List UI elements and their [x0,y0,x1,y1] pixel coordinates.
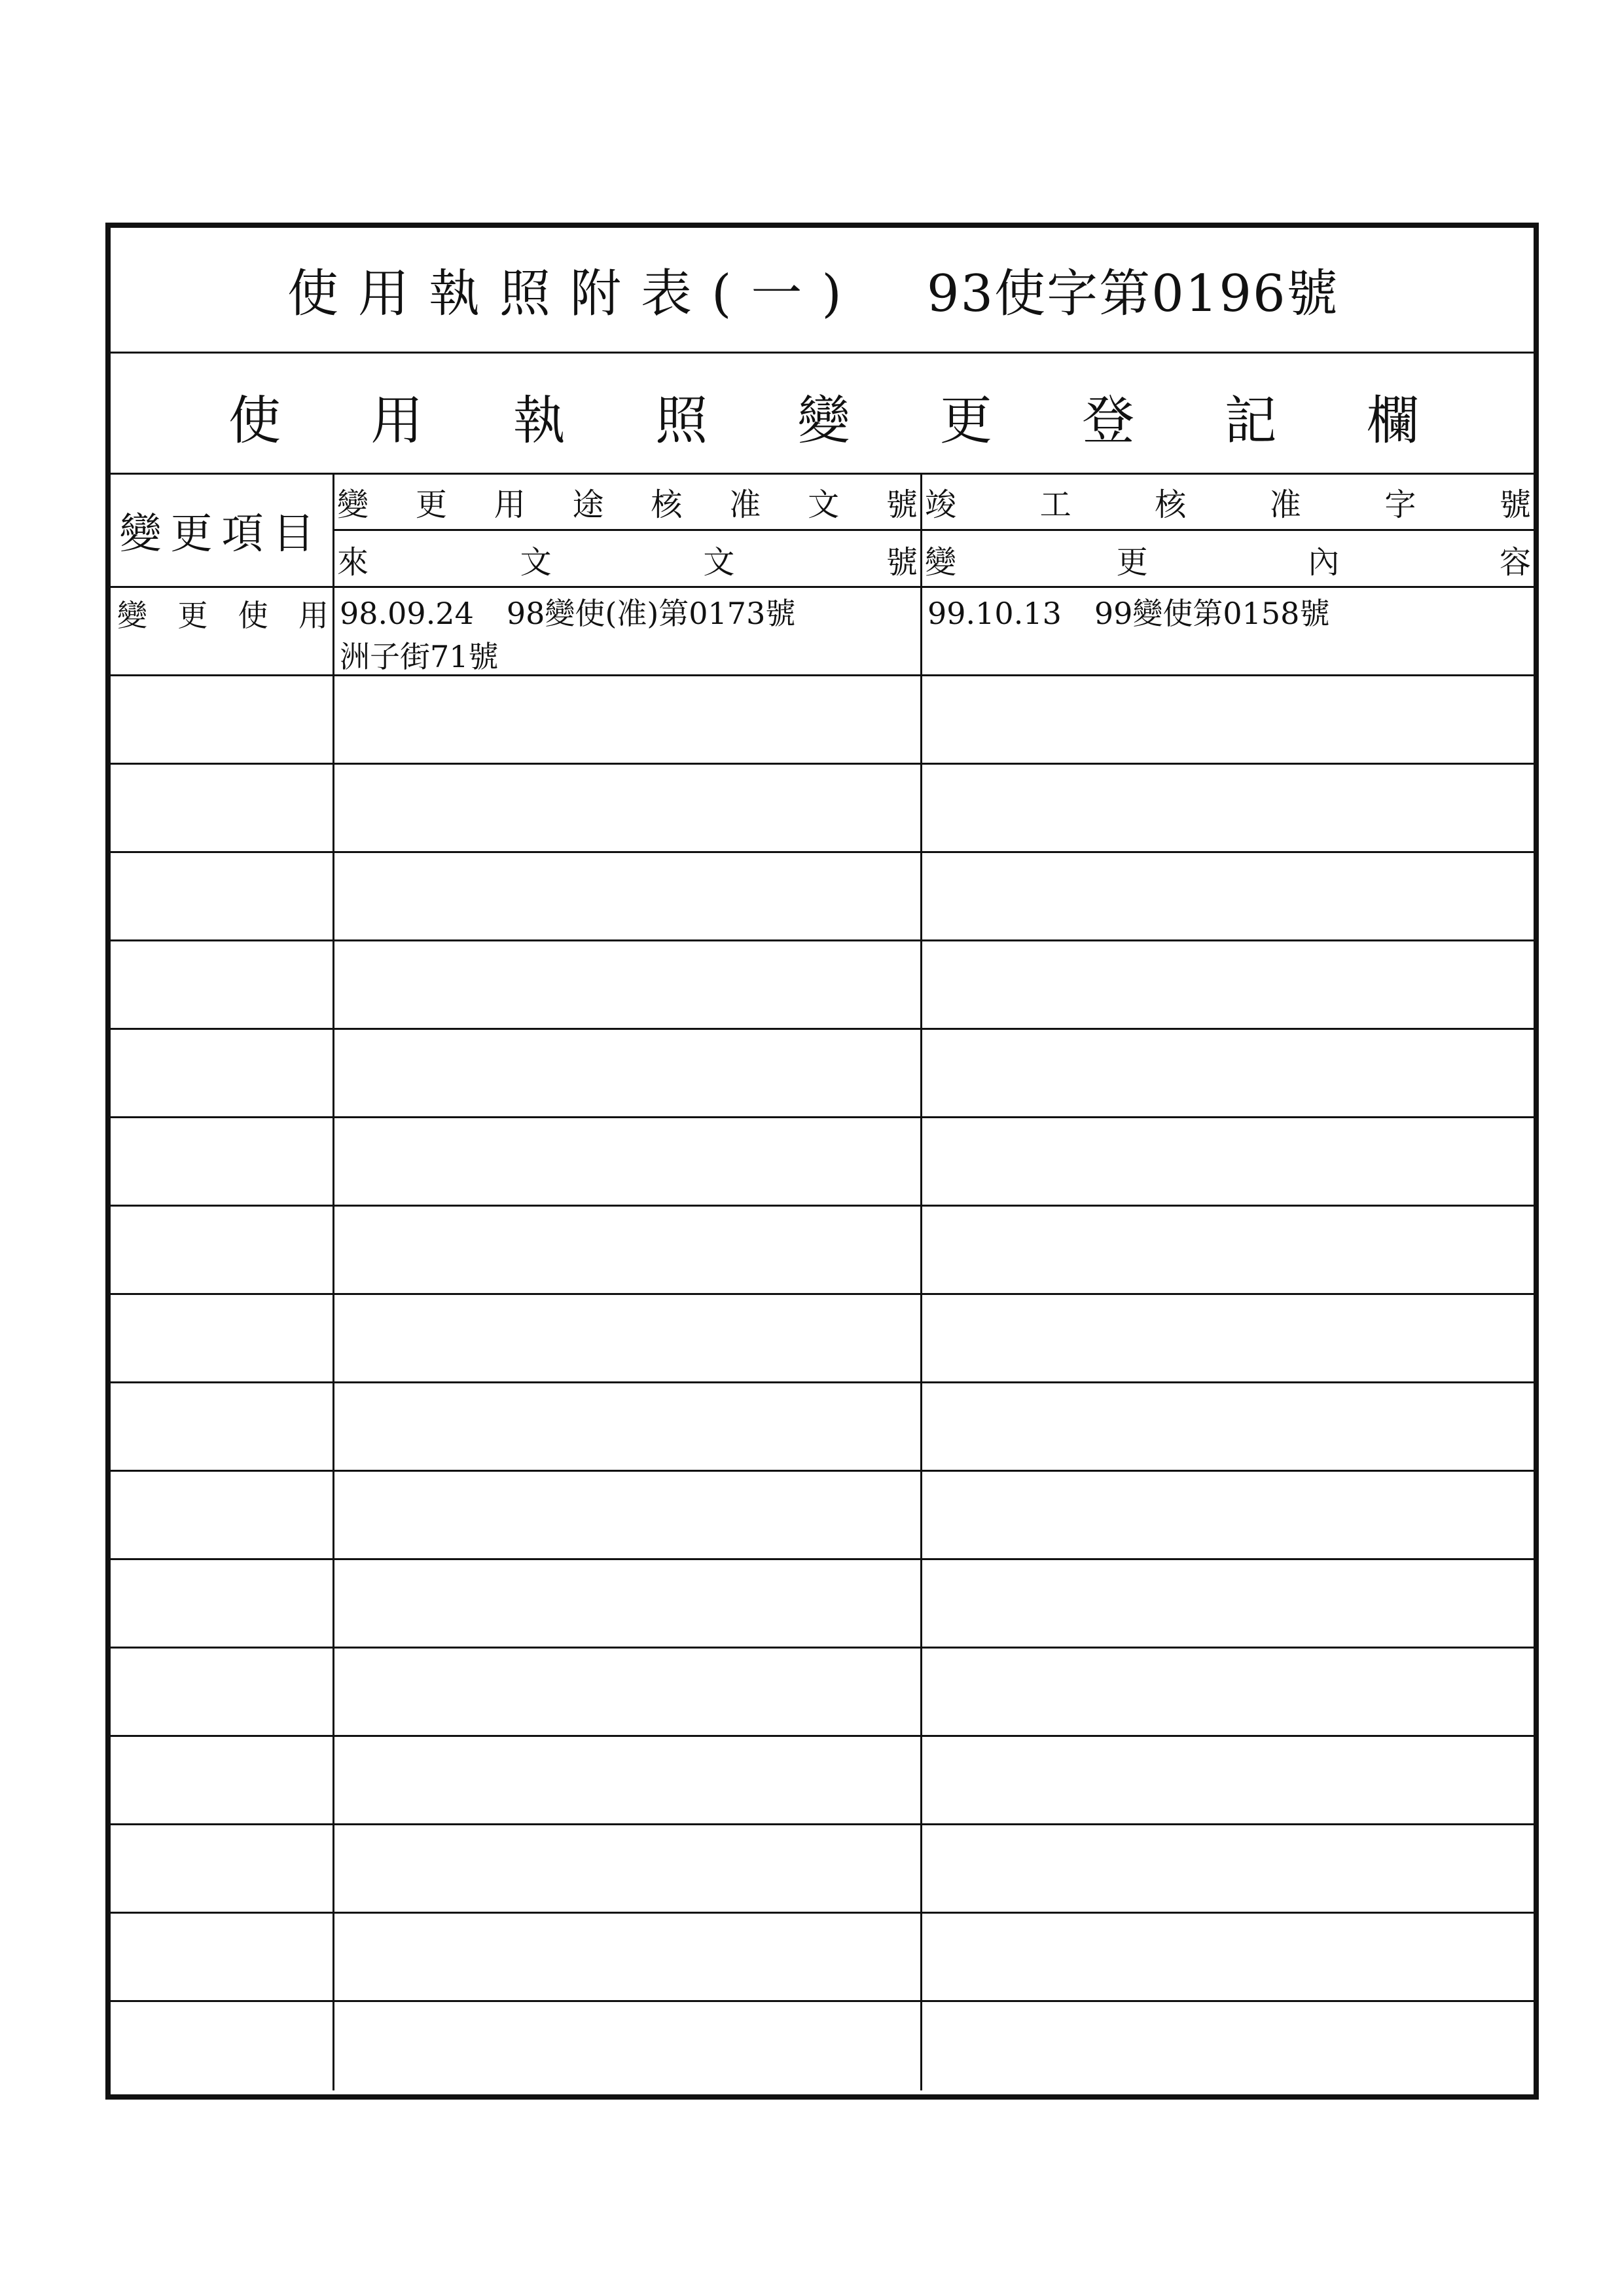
empty-cell [334,941,922,1028]
empty-cell [922,1914,1534,2000]
empty-cell [111,1295,334,1381]
empty-cell [334,2002,922,2090]
header-char: 號 [1499,486,1531,523]
empty-cell [334,1295,922,1381]
empty-cell [922,941,1534,1028]
table-row [111,765,1534,853]
table-row [111,1649,1534,1737]
header-char: 文 [808,486,840,523]
subtitle-char: 使 [228,390,281,451]
header-char: 字 [1384,486,1416,523]
table-row [111,676,1534,765]
row-completion-number: 99變使第0158號 [1094,596,1330,631]
empty-cell [334,1914,922,2000]
subtitle-char: 變 [797,390,850,451]
table-row [111,588,1534,676]
empty-cell [922,1472,1534,1558]
empty-cell [111,1207,334,1293]
row-approval-date: 98.09.24 [340,596,474,631]
empty-cell [111,1472,334,1558]
table-row [111,1472,1534,1560]
header-char: 來 [337,544,369,581]
row-approval-doc [334,588,922,674]
empty-cell [922,1560,1534,1647]
table-row [111,2002,1534,2090]
table-row [111,1914,1534,2002]
table-row [111,1825,1534,1914]
header-char: 號 [886,486,918,523]
table-body [111,588,1534,2090]
form-title [287,253,1339,326]
row-completion-date: 99.10.13 [927,596,1062,631]
header-char: 核 [651,486,683,523]
empty-cell [922,1825,1534,1912]
header-change-content [922,531,1534,588]
header-change-item: 變更項目 [111,475,334,586]
empty-cell [334,1118,922,1205]
empty-cell [111,1914,334,2000]
row-change-item [111,588,334,674]
header-char: 變 [925,544,957,581]
table-row [111,1295,1534,1383]
table-row [111,853,1534,941]
header-char: 更 [415,486,447,523]
subtitle-char: 用 [370,390,423,451]
empty-cell [922,1118,1534,1205]
empty-cell [334,1649,922,1735]
empty-cell [334,1737,922,1823]
empty-cell [922,676,1534,763]
empty-cell [334,676,922,763]
header-char: 文 [703,544,735,581]
empty-cell [922,2002,1534,2090]
empty-cell [111,765,334,851]
table-row [111,1383,1534,1472]
header-char: 內 [1308,544,1340,581]
subtitle-char: 欄 [1367,390,1419,451]
subtitle-char: 記 [1224,390,1277,451]
empty-cell [111,1649,334,1735]
header-char: 途 [572,486,604,523]
subtitle-char: 登 [1082,390,1135,451]
empty-cell [111,853,334,939]
header-approval-doc-number [334,475,922,531]
empty-cell [111,1030,334,1116]
table-row [111,1560,1534,1649]
row-item-char: 更 [177,598,208,633]
subtitle-row [111,354,1534,475]
row-item-char: 變 [117,598,147,633]
empty-cell [334,1825,922,1912]
row-address: 洲子街71號 [340,639,499,674]
empty-cell [111,1825,334,1912]
empty-cell [334,1472,922,1558]
table-header [111,475,1534,588]
subtitle-char: 照 [655,390,708,451]
header-char: 變 [337,486,369,523]
header-char: 准 [1269,486,1301,523]
header-char: 文 [520,544,552,581]
table-row [111,1030,1534,1118]
header-char: 竣 [925,486,957,523]
empty-cell [334,1383,922,1470]
empty-cell [922,1030,1534,1116]
header-char: 容 [1499,544,1531,581]
permit-number: 93使字第0196號 [926,264,1339,323]
empty-cell [111,1118,334,1205]
empty-cell [111,1560,334,1647]
empty-cell [111,941,334,1028]
header-char: 用 [494,486,526,523]
empty-cell [111,1383,334,1470]
subtitle-char: 執 [512,390,566,451]
table-row [111,941,1534,1030]
empty-cell [922,853,1534,939]
empty-cell [922,1737,1534,1823]
header-char: 更 [1116,544,1148,581]
row-item-char: 使 [238,598,268,633]
empty-cell [334,1560,922,1647]
empty-cell [922,1207,1534,1293]
change-registration-title [228,378,1419,454]
empty-cell [334,1207,922,1293]
subtitle-char: 更 [939,390,992,451]
empty-cell [334,1030,922,1116]
title-row [111,228,1534,354]
row-completion-doc [922,588,1534,674]
row-approval-number: 98變使(准)第0173號 [506,596,796,631]
empty-cell [111,2002,334,2090]
empty-cell [922,765,1534,851]
header-incoming-doc-number [334,531,922,588]
usage-permit-form [105,223,1539,2100]
empty-cell [334,765,922,851]
empty-cell [922,1649,1534,1735]
header-char: 准 [729,486,761,523]
row-item-char: 用 [298,598,329,633]
form-title-main: 使用執照附表(一) [287,264,861,323]
empty-cell [111,676,334,763]
table-row [111,1207,1534,1295]
empty-cell [334,853,922,939]
empty-cell [111,1737,334,1823]
header-char: 核 [1155,486,1187,523]
header-completion-approval-number [922,475,1534,531]
empty-cell [922,1295,1534,1381]
header-char: 工 [1039,486,1071,523]
table-row [111,1118,1534,1207]
header-char: 號 [886,544,918,581]
empty-cell [922,1383,1534,1470]
table-row [111,1737,1534,1825]
